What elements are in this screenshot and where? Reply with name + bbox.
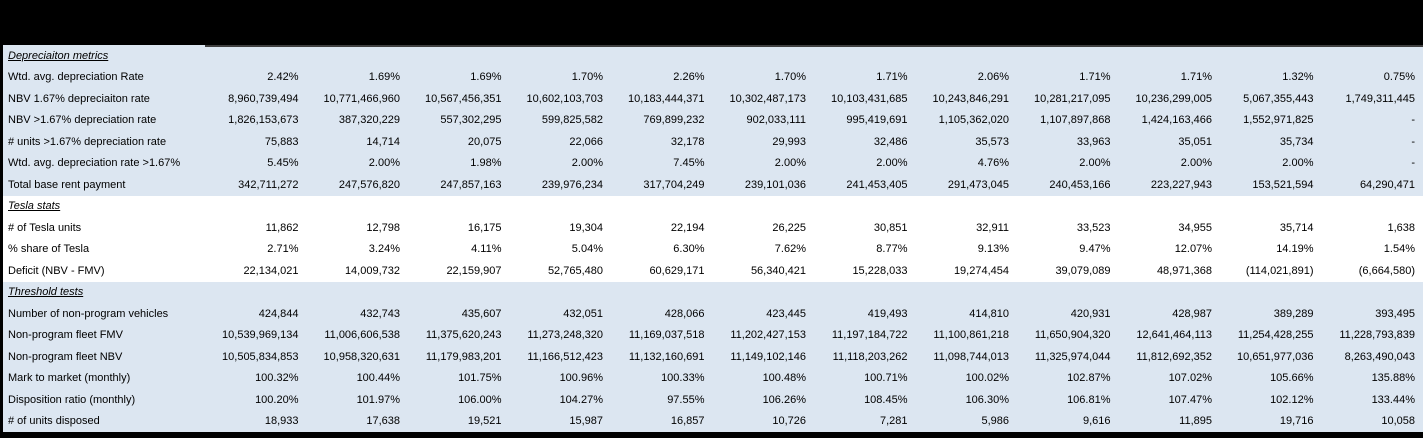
data-cell[interactable]: 19,716 (1279, 415, 1314, 428)
data-cell[interactable]: 102.12% (1270, 393, 1314, 406)
data-cell[interactable]: 8,263,490,043 (1344, 350, 1415, 363)
data-cell[interactable]: 389,289 (1273, 307, 1314, 320)
data-cell[interactable]: 420,931 (1070, 307, 1111, 320)
table-row (3, 88, 1423, 110)
data-cell[interactable]: 16,857 (670, 415, 705, 428)
data-cell[interactable]: 387,320,229 (338, 114, 400, 127)
data-cell[interactable]: 64,290,471 (1359, 178, 1415, 191)
table-row (3, 174, 1423, 196)
data-table (3, 45, 1423, 432)
data-cell[interactable]: 97.55% (667, 393, 705, 406)
data-cell[interactable]: 557,302,295 (440, 114, 502, 127)
data-cell[interactable]: 435,607 (461, 307, 502, 320)
data-cell[interactable]: 100.32% (255, 372, 299, 385)
data-cell[interactable]: 106.30% (965, 393, 1009, 406)
data-cell[interactable]: 10,539,969,134 (222, 329, 299, 342)
data-cell[interactable]: 34,955 (1178, 221, 1212, 234)
table-bottom-border (0, 432, 1423, 438)
section-title[interactable]: Tesla stats (8, 200, 61, 213)
section-header-row (3, 45, 1423, 67)
row-label[interactable]: Number of non-program vehicles (8, 307, 169, 320)
data-cell[interactable]: 26,225 (772, 221, 806, 234)
data-cell[interactable]: 11,650,904,320 (1034, 329, 1111, 342)
data-cell[interactable]: 39,079,089 (1055, 264, 1111, 277)
data-cell[interactable]: 599,825,582 (541, 114, 603, 127)
data-cell[interactable]: 2.71% (267, 243, 299, 256)
data-cell[interactable]: 8,960,739,494 (228, 92, 299, 105)
row-label[interactable]: Disposition ratio (monthly) (8, 393, 136, 406)
data-cell[interactable]: 11,325,974,044 (1034, 350, 1111, 363)
row-label[interactable]: % share of Tesla (8, 243, 90, 256)
data-cell[interactable]: 60,629,171 (649, 264, 705, 277)
data-cell[interactable]: 4.76% (977, 157, 1009, 170)
data-cell[interactable]: 11,098,744,013 (933, 350, 1009, 363)
data-cell[interactable]: 107.02% (1168, 372, 1212, 385)
data-cell[interactable]: 100.44% (356, 372, 400, 385)
data-cell[interactable]: 2.00% (571, 157, 603, 170)
data-cell[interactable]: 393,495 (1375, 307, 1415, 320)
data-cell[interactable]: 769,899,232 (643, 114, 705, 127)
data-cell[interactable]: 32,486 (873, 135, 908, 148)
table-row (3, 260, 1423, 282)
data-cell[interactable]: 22,066 (569, 135, 603, 148)
data-cell[interactable]: 10,771,466,960 (323, 92, 400, 105)
table-row (3, 110, 1423, 132)
data-cell[interactable]: 10,958,320,631 (323, 350, 400, 363)
data-cell[interactable]: 1,105,362,020 (938, 114, 1009, 127)
data-cell[interactable]: 2.00% (1180, 157, 1212, 170)
data-cell[interactable]: 1.54% (1383, 243, 1415, 256)
data-cell[interactable]: 5,067,355,443 (1243, 92, 1314, 105)
data-cell[interactable]: 6.30% (673, 243, 705, 256)
data-cell[interactable]: 22,134,021 (243, 264, 299, 277)
data-cell[interactable]: 428,987 (1172, 307, 1212, 320)
data-cell[interactable]: 1.70% (774, 71, 806, 84)
data-cell[interactable]: 5.45% (267, 157, 299, 170)
data-cell[interactable]: 1,826,153,673 (228, 114, 299, 127)
data-cell[interactable]: 10,567,456,351 (425, 92, 502, 105)
data-cell[interactable]: 2.26% (673, 71, 705, 84)
row-label[interactable]: Wtd. avg. depreciation rate >1.67% (8, 157, 181, 170)
data-cell[interactable]: 1,552,971,825 (1243, 114, 1314, 127)
data-cell[interactable]: - (1411, 114, 1415, 127)
data-cell[interactable]: 20,075 (467, 135, 502, 148)
data-cell[interactable]: 1.71% (1180, 71, 1212, 84)
data-cell[interactable]: 414,810 (969, 307, 1009, 320)
row-label[interactable]: # of units disposed (8, 415, 100, 428)
header-divider-line (205, 45, 1423, 47)
data-cell[interactable]: 428,066 (664, 307, 705, 320)
data-cell[interactable]: 100.02% (965, 372, 1009, 385)
data-cell[interactable]: 9,616 (1082, 415, 1111, 428)
row-label[interactable]: Non-program fleet FMV (8, 329, 123, 342)
data-cell[interactable]: 11,118,203,262 (832, 350, 908, 363)
data-cell[interactable]: 11,375,620,243 (425, 329, 502, 342)
row-label[interactable]: NBV 1.67% depreciaiton rate (8, 92, 150, 105)
data-cell[interactable]: 18,933 (264, 415, 299, 428)
data-cell[interactable]: 32,911 (976, 221, 1009, 234)
row-label[interactable]: # of Tesla units (8, 221, 82, 234)
data-cell[interactable]: 1.69% (368, 71, 400, 84)
table-left-border (0, 45, 3, 438)
data-cell[interactable]: 107.47% (1168, 393, 1212, 406)
data-cell[interactable]: 35,734 (1279, 135, 1314, 148)
data-cell[interactable]: 30,851 (873, 221, 908, 234)
data-cell[interactable]: 35,714 (1279, 221, 1314, 234)
data-cell[interactable]: 995,419,691 (846, 114, 908, 127)
data-cell[interactable]: 15,228,033 (852, 264, 908, 277)
data-cell[interactable]: 101.75% (458, 372, 502, 385)
data-cell[interactable]: 424,844 (258, 307, 299, 320)
data-cell[interactable]: 1.70% (571, 71, 603, 84)
data-cell[interactable]: 11,228,793,839 (1339, 329, 1415, 342)
data-cell[interactable]: 11,179,983,201 (425, 350, 502, 363)
data-cell[interactable]: 239,101,036 (744, 178, 806, 191)
data-cell[interactable]: 12,798 (366, 221, 400, 234)
table-row (3, 239, 1423, 261)
table-row (3, 153, 1423, 175)
data-cell[interactable]: 9.47% (1079, 243, 1111, 256)
data-cell[interactable]: 29,993 (772, 135, 806, 148)
data-cell[interactable]: 2.00% (774, 157, 806, 170)
row-label[interactable]: Total base rent payment (8, 178, 126, 191)
data-cell[interactable]: 247,576,820 (338, 178, 400, 191)
data-cell[interactable]: 14,714 (366, 135, 400, 148)
row-label[interactable]: Deficit (NBV - FMV) (8, 264, 105, 277)
data-cell[interactable]: 11,169,037,518 (628, 329, 705, 342)
data-cell[interactable]: 1.71% (876, 71, 908, 84)
data-cell[interactable]: 35,573 (975, 135, 1009, 148)
section-header-row (3, 196, 1423, 218)
data-cell[interactable]: 10,103,431,685 (831, 92, 908, 105)
data-cell[interactable]: 2.00% (1282, 157, 1314, 170)
data-cell[interactable]: 100.71% (864, 372, 908, 385)
data-cell[interactable]: 10,236,299,005 (1135, 92, 1212, 105)
data-cell[interactable]: (6,664,580) (1358, 264, 1415, 277)
data-cell[interactable]: 14.19% (1276, 243, 1314, 256)
data-cell[interactable]: 75,883 (264, 135, 299, 148)
data-cell[interactable]: 11,812,692,352 (1136, 350, 1212, 363)
data-cell[interactable]: 1,424,163,466 (1141, 114, 1212, 127)
table-row (3, 131, 1423, 153)
data-cell[interactable]: 10,058 (1381, 415, 1415, 428)
data-cell[interactable]: 2.00% (876, 157, 908, 170)
data-cell[interactable]: 5.04% (571, 243, 603, 256)
data-cell[interactable]: 247,857,163 (440, 178, 502, 191)
data-cell[interactable]: 106.81% (1067, 393, 1111, 406)
data-cell[interactable]: 48,971,368 (1156, 264, 1212, 277)
data-cell[interactable]: 2.42% (267, 71, 299, 84)
data-cell[interactable]: 106.26% (762, 393, 806, 406)
row-label[interactable]: Mark to market (monthly) (8, 372, 131, 385)
data-cell[interactable]: 1,749,311,445 (1345, 92, 1415, 105)
data-cell[interactable]: 11,895 (1179, 415, 1212, 428)
table-row (3, 67, 1423, 89)
data-cell[interactable]: 1.71% (1079, 71, 1111, 84)
data-cell[interactable]: 3.24% (368, 243, 400, 256)
data-cell[interactable]: 52,765,480 (547, 264, 603, 277)
data-cell[interactable]: - (1411, 135, 1415, 148)
row-label[interactable]: NBV >1.67% depreciation rate (8, 114, 157, 127)
data-cell[interactable]: 11,100,861,218 (933, 329, 1009, 342)
data-cell[interactable]: 19,274,454 (953, 264, 1009, 277)
data-cell[interactable]: 12,641,464,113 (1136, 329, 1212, 342)
data-cell[interactable]: (114,021,891) (1245, 264, 1314, 277)
data-cell[interactable]: 432,743 (360, 307, 400, 320)
data-cell[interactable]: 22,159,907 (446, 264, 502, 277)
table-row (3, 411, 1423, 433)
data-cell[interactable]: 12.07% (1174, 243, 1212, 256)
data-cell[interactable]: 419,493 (867, 307, 908, 320)
data-cell[interactable]: 10,281,217,095 (1034, 92, 1111, 105)
data-cell[interactable]: 902,033,111 (746, 114, 806, 127)
section-title[interactable]: Depreciaiton metrics (8, 49, 109, 62)
data-cell[interactable]: 7,281 (879, 415, 908, 428)
section-title[interactable]: Threshold tests (8, 286, 84, 299)
data-cell[interactable]: 33,523 (1076, 221, 1111, 234)
data-cell[interactable]: 10,302,487,173 (729, 92, 806, 105)
data-cell[interactable]: 11,166,512,423 (527, 350, 603, 363)
data-cell[interactable]: 10,505,834,853 (222, 350, 299, 363)
data-cell[interactable]: 241,453,405 (846, 178, 908, 191)
data-cell[interactable]: 7.62% (774, 243, 806, 256)
data-cell[interactable]: 342,711,272 (238, 178, 299, 191)
data-cell[interactable]: 0.75% (1383, 71, 1415, 84)
table-row (3, 303, 1423, 325)
data-cell[interactable]: 1.32% (1282, 71, 1314, 84)
data-cell[interactable]: 10,602,103,703 (526, 92, 603, 105)
data-cell[interactable]: 153,521,594 (1252, 178, 1314, 191)
data-cell[interactable]: 317,704,249 (643, 178, 705, 191)
data-cell[interactable]: 223,227,943 (1150, 178, 1212, 191)
data-cell[interactable]: 1.98% (470, 157, 502, 170)
data-cell[interactable]: 101.97% (356, 393, 400, 406)
data-cell[interactable]: 10,183,444,371 (628, 92, 705, 105)
data-cell[interactable]: 11,197,184,722 (831, 329, 908, 342)
table-row (3, 217, 1423, 239)
data-cell[interactable]: 10,243,846,291 (932, 92, 1009, 105)
data-cell[interactable]: 9.13% (977, 243, 1009, 256)
data-cell[interactable]: 2.00% (1079, 157, 1111, 170)
data-cell[interactable]: 105.66% (1270, 372, 1314, 385)
data-cell[interactable]: 11,862 (265, 221, 299, 234)
data-cell[interactable]: 108.45% (864, 393, 908, 406)
data-cell[interactable]: 106.00% (458, 393, 502, 406)
data-cell[interactable]: 239,976,234 (541, 178, 603, 191)
data-cell[interactable]: 104.27% (559, 393, 603, 406)
data-cell[interactable]: 11,149,102,146 (730, 350, 806, 363)
data-cell[interactable]: 22,194 (670, 221, 705, 234)
data-cell[interactable]: 17,638 (366, 415, 400, 428)
row-label[interactable]: # units >1.67% depreciation rate (8, 135, 167, 148)
data-cell[interactable]: 19,521 (467, 415, 502, 428)
data-cell[interactable]: 16,175 (467, 221, 502, 234)
data-cell[interactable]: 8.77% (876, 243, 908, 256)
data-cell[interactable]: 11,273,248,320 (527, 329, 603, 342)
section-header-row (3, 282, 1423, 304)
data-cell[interactable]: 100.20% (255, 393, 299, 406)
data-cell[interactable]: 432,051 (563, 307, 603, 320)
data-cell[interactable]: 11,254,428,255 (1237, 329, 1314, 342)
data-cell[interactable]: 11,132,160,691 (628, 350, 705, 363)
table-row (3, 389, 1423, 411)
hidden-header-band (0, 0, 1423, 45)
data-cell[interactable]: 102.87% (1067, 372, 1111, 385)
row-label[interactable]: Non-program fleet NBV (8, 350, 123, 363)
data-cell[interactable]: 4.11% (471, 243, 502, 256)
table-row (3, 368, 1423, 390)
data-cell[interactable]: 14,009,732 (344, 264, 400, 277)
data-cell[interactable]: 56,340,421 (750, 264, 806, 277)
data-cell[interactable]: 291,473,045 (947, 178, 1009, 191)
data-cell[interactable]: 15,987 (569, 415, 603, 428)
data-cell[interactable]: 33,963 (1076, 135, 1111, 148)
data-cell[interactable]: 5,986 (981, 415, 1009, 428)
data-cell[interactable]: 10,726 (772, 415, 806, 428)
data-cell[interactable]: - (1411, 157, 1415, 170)
data-cell[interactable]: 1,107,897,868 (1040, 114, 1111, 127)
data-cell[interactable]: 32,178 (670, 135, 705, 148)
data-cell[interactable]: 1.69% (470, 71, 502, 84)
data-cell[interactable]: 2.00% (368, 157, 400, 170)
row-label[interactable]: Wtd. avg. depreciation Rate (8, 71, 144, 84)
data-cell[interactable]: 11,202,427,153 (730, 329, 806, 342)
data-cell[interactable]: 100.33% (661, 372, 705, 385)
data-cell[interactable]: 133.44% (1371, 393, 1415, 406)
data-cell[interactable]: 19,304 (569, 221, 603, 234)
data-cell[interactable]: 35,051 (1178, 135, 1212, 148)
data-cell[interactable]: 240,453,166 (1049, 178, 1111, 191)
data-cell[interactable]: 100.96% (559, 372, 603, 385)
data-cell[interactable]: 10,651,977,036 (1237, 350, 1314, 363)
table-row (3, 325, 1423, 347)
data-cell[interactable]: 7.45% (673, 157, 705, 170)
data-cell[interactable]: 423,445 (766, 307, 806, 320)
data-cell[interactable]: 2.06% (977, 71, 1009, 84)
data-cell[interactable]: 1,638 (1387, 221, 1415, 234)
data-cell[interactable]: 135.88% (1371, 372, 1415, 385)
data-cell[interactable]: 11,006,606,538 (324, 329, 400, 342)
table-row (3, 346, 1423, 368)
data-cell[interactable]: 100.48% (762, 372, 806, 385)
